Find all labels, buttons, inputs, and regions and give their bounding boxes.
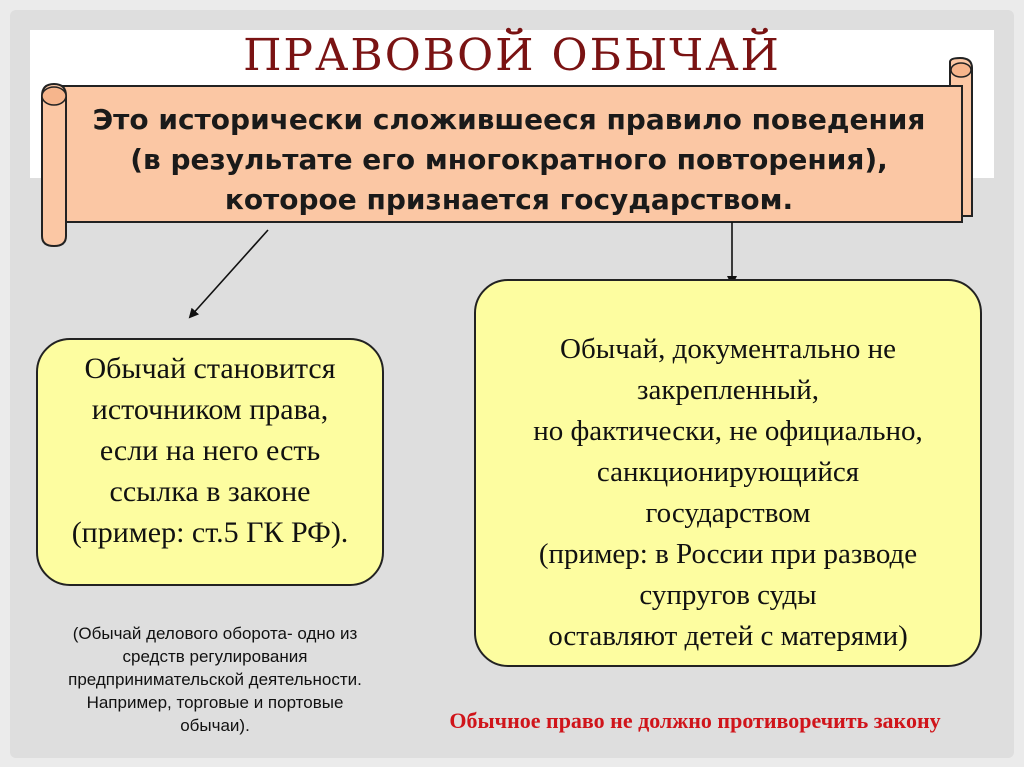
- box-line: оставляют детей с матерями): [548, 620, 908, 652]
- box-line: источником права,: [91, 393, 329, 426]
- scroll-left-curl: [42, 87, 66, 105]
- box-line: (пример: в России при разводе: [538, 538, 918, 570]
- conclusion-text: Обычное право не должно противоречить закону: [449, 708, 941, 733]
- note-line: средств регулирования: [122, 647, 308, 666]
- box-line: но фактически, не официально,: [533, 415, 923, 447]
- definition-text: [68, 100, 950, 220]
- note-line: (Обычай делового оборота- одно из: [72, 624, 358, 643]
- business-custom-note: [30, 622, 400, 737]
- box-line: если на него есть: [99, 434, 321, 467]
- unofficial-custom-box: [474, 279, 982, 667]
- note-line: предпринимательской деятельности.: [68, 670, 362, 689]
- note-line: Например, торговые и портовые: [86, 693, 344, 712]
- definition-line: (в результате его многократного повторения),: [130, 143, 888, 176]
- box-line: Обычай становится: [84, 352, 336, 385]
- box-line: санкционирующийся: [596, 456, 860, 488]
- source-of-law-box: [36, 338, 384, 586]
- arrow-to-left-box: [190, 230, 268, 317]
- box-line: закрепленный,: [637, 374, 819, 406]
- definition-line: Это исторически сложившееся правило поведения: [92, 103, 926, 136]
- page-title: ПРАВОВОЙ ОБЫЧАЙ: [243, 30, 781, 81]
- box-line: супругов суды: [639, 579, 817, 611]
- box-line: ссылка в законе: [109, 475, 311, 508]
- definition-line: которое признается государством.: [224, 183, 794, 216]
- note-line: обычаи).: [180, 716, 250, 735]
- box-line: (пример: ст.5 ГК РФ).: [71, 516, 349, 549]
- box-line: Обычай, документально не: [560, 333, 896, 365]
- box-line: государством: [645, 497, 811, 529]
- scroll-left-roll: [42, 84, 66, 246]
